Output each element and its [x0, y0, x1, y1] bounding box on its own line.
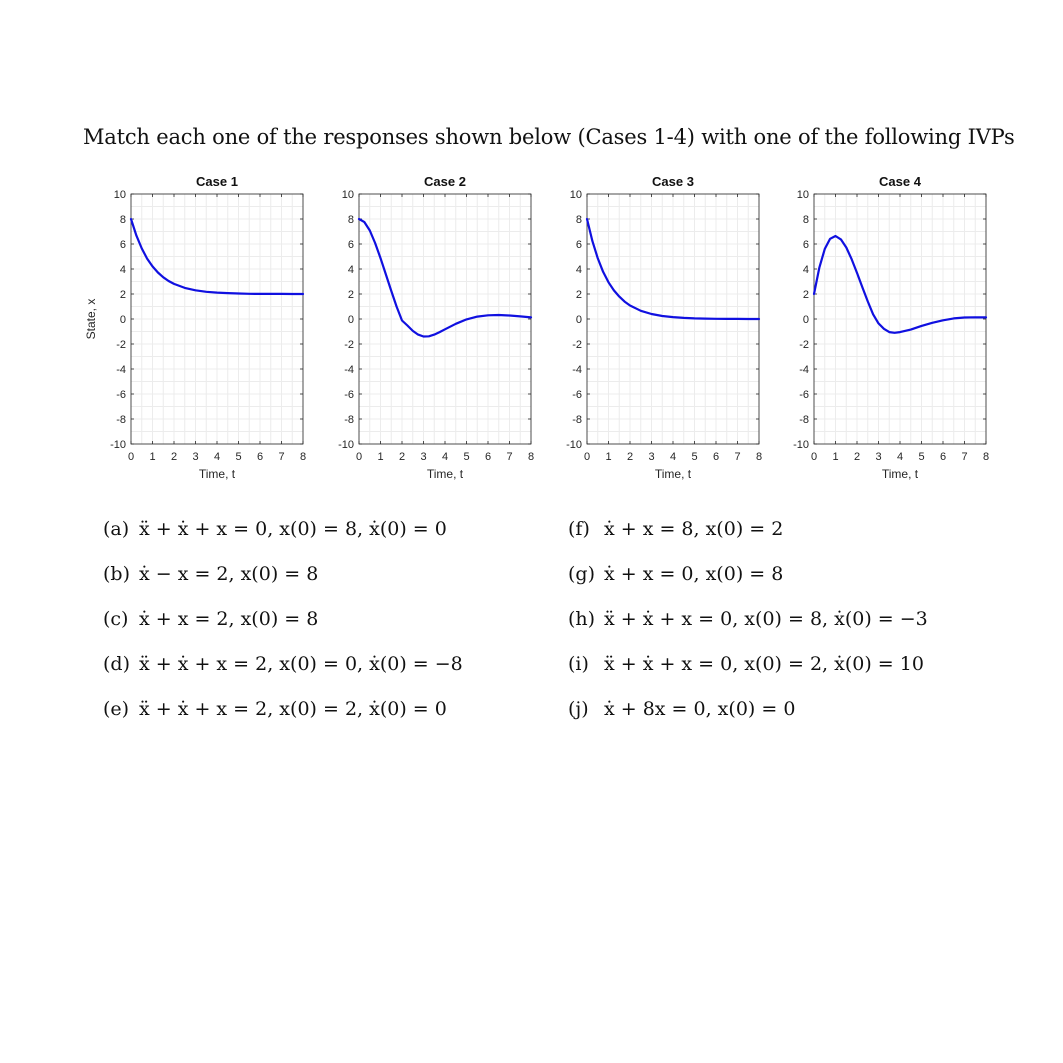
y-tick-label: 2 [119, 289, 126, 301]
x-tick-label: 2 [170, 451, 178, 463]
y-tick-label: -10 [566, 439, 582, 451]
y-tick-label: 0 [347, 314, 354, 326]
y-tick-label: 4 [802, 264, 809, 276]
y-tick-label: -10 [338, 439, 354, 451]
ivp-label: (f) [568, 518, 590, 540]
ivp-equation: ẍ + ẋ + x = 0, x(0) = 2, ẋ(0) = 10 [604, 653, 924, 675]
y-tick-label: 4 [119, 264, 126, 276]
ivp-label: (h) [568, 608, 596, 630]
x-tick-label: 6 [939, 451, 947, 463]
x-tick-label: 8 [527, 451, 535, 463]
ivp-equation: ẋ + 8x = 0, x(0) = 0 [604, 698, 796, 720]
ivp-equation: ẍ + ẋ + x = 0, x(0) = 8, ẋ(0) = 0 [139, 518, 447, 540]
y-tick-label: -4 [572, 364, 582, 376]
chart-3 [566, 174, 762, 481]
chart-1 [84, 174, 306, 481]
y-tick-label: -6 [799, 389, 809, 401]
chart-4 [793, 174, 989, 481]
x-tick-label: 5 [691, 451, 698, 463]
ivp-label: (e) [103, 698, 130, 720]
x-tick-label: 4 [669, 451, 677, 463]
ivp-label: (b) [103, 563, 130, 585]
x-tick-label: 3 [420, 451, 427, 463]
chart-title: Case 4 [879, 174, 921, 189]
y-tick-label: 2 [575, 289, 582, 301]
x-tick-label: 8 [299, 451, 307, 463]
y-tick-label: 8 [119, 214, 126, 226]
x-tick-label: 0 [355, 451, 363, 463]
x-tick-label: 4 [896, 451, 904, 463]
y-tick-label: -8 [116, 414, 126, 426]
x-axis-label: Time, t [198, 467, 236, 481]
ivp-equation: ẋ + x = 8, x(0) = 2 [604, 518, 784, 540]
x-tick-label: 0 [583, 451, 591, 463]
x-tick-label: 6 [256, 451, 264, 463]
y-tick-label: 0 [802, 314, 809, 326]
y-tick-label: -4 [799, 364, 809, 376]
ivp-label: (j) [568, 698, 589, 720]
x-tick-label: 7 [278, 451, 285, 463]
y-tick-label: 6 [802, 239, 809, 251]
x-tick-label: 7 [734, 451, 741, 463]
ivp-equation: ẋ + x = 2, x(0) = 8 [139, 608, 319, 630]
y-tick-label: 4 [575, 264, 582, 276]
y-tick-label: 10 [341, 189, 354, 201]
x-axis-label: Time, t [881, 467, 919, 481]
x-tick-label: 2 [398, 451, 406, 463]
y-tick-label: 8 [575, 214, 582, 226]
ivp-label: (i) [568, 653, 589, 675]
y-tick-label: -6 [572, 389, 582, 401]
y-tick-label: -6 [116, 389, 126, 401]
chart-title: Case 1 [196, 174, 238, 189]
x-tick-label: 5 [235, 451, 242, 463]
y-tick-label: -4 [344, 364, 354, 376]
y-tick-label: -8 [344, 414, 354, 426]
y-tick-label: -8 [799, 414, 809, 426]
y-tick-label: -2 [344, 339, 354, 351]
y-tick-label: 6 [575, 239, 582, 251]
y-tick-label: 6 [119, 239, 126, 251]
y-tick-label: -2 [572, 339, 582, 351]
y-tick-label: -2 [116, 339, 126, 351]
x-tick-label: 2 [626, 451, 634, 463]
y-tick-label: -10 [110, 439, 126, 451]
x-tick-label: 1 [377, 451, 384, 463]
x-tick-label: 0 [127, 451, 135, 463]
y-tick-label: 2 [802, 289, 809, 301]
x-tick-label: 1 [605, 451, 612, 463]
y-tick-label: 0 [119, 314, 126, 326]
y-tick-label: 0 [575, 314, 582, 326]
ivp-label: (a) [103, 518, 130, 540]
chart-title: Case 3 [652, 174, 694, 189]
x-tick-label: 8 [755, 451, 763, 463]
x-tick-label: 3 [875, 451, 882, 463]
y-axis-label: State, x [84, 298, 98, 340]
y-tick-label: -8 [572, 414, 582, 426]
y-tick-label: 4 [347, 264, 354, 276]
ivp-equation: ẍ + ẋ + x = 0, x(0) = 8, ẋ(0) = −3 [604, 608, 928, 630]
x-tick-label: 5 [918, 451, 925, 463]
x-tick-label: 1 [832, 451, 839, 463]
ivp-label: (d) [103, 653, 130, 675]
x-tick-label: 6 [712, 451, 720, 463]
y-tick-label: -2 [799, 339, 809, 351]
x-tick-label: 7 [961, 451, 968, 463]
y-tick-label: 2 [347, 289, 354, 301]
x-tick-label: 3 [648, 451, 655, 463]
y-tick-label: 10 [113, 189, 126, 201]
x-axis-label: Time, t [654, 467, 692, 481]
y-tick-label: 6 [347, 239, 354, 251]
ivp-label: (c) [103, 608, 129, 630]
y-tick-label: -10 [793, 439, 809, 451]
chart-2 [338, 174, 534, 481]
x-tick-label: 2 [853, 451, 861, 463]
ivp-equation: ẍ + ẋ + x = 2, x(0) = 2, ẋ(0) = 0 [139, 698, 447, 720]
y-tick-label: -6 [344, 389, 354, 401]
x-tick-label: 7 [506, 451, 513, 463]
ivp-equation: ẍ + ẋ + x = 2, x(0) = 0, ẋ(0) = −8 [139, 653, 463, 675]
x-tick-label: 4 [441, 451, 449, 463]
x-tick-label: 8 [982, 451, 990, 463]
y-tick-label: -4 [116, 364, 126, 376]
question-text: Match each one of the responses shown below (Cases 1-4) with one of the following IVPs [83, 125, 1015, 149]
x-tick-label: 3 [192, 451, 199, 463]
x-tick-label: 0 [810, 451, 818, 463]
ivp-equation: ẋ + x = 0, x(0) = 8 [604, 563, 784, 585]
chart-title: Case 2 [424, 174, 466, 189]
ivp-label: (g) [568, 563, 595, 585]
x-tick-label: 5 [463, 451, 470, 463]
x-tick-label: 6 [484, 451, 492, 463]
x-axis-label: Time, t [426, 467, 464, 481]
y-tick-label: 10 [796, 189, 809, 201]
y-tick-label: 10 [569, 189, 582, 201]
ivp-equation: ẋ − x = 2, x(0) = 8 [139, 563, 319, 585]
y-tick-label: 8 [347, 214, 354, 226]
x-tick-label: 4 [213, 451, 221, 463]
y-tick-label: 8 [802, 214, 809, 226]
x-tick-label: 1 [149, 451, 156, 463]
